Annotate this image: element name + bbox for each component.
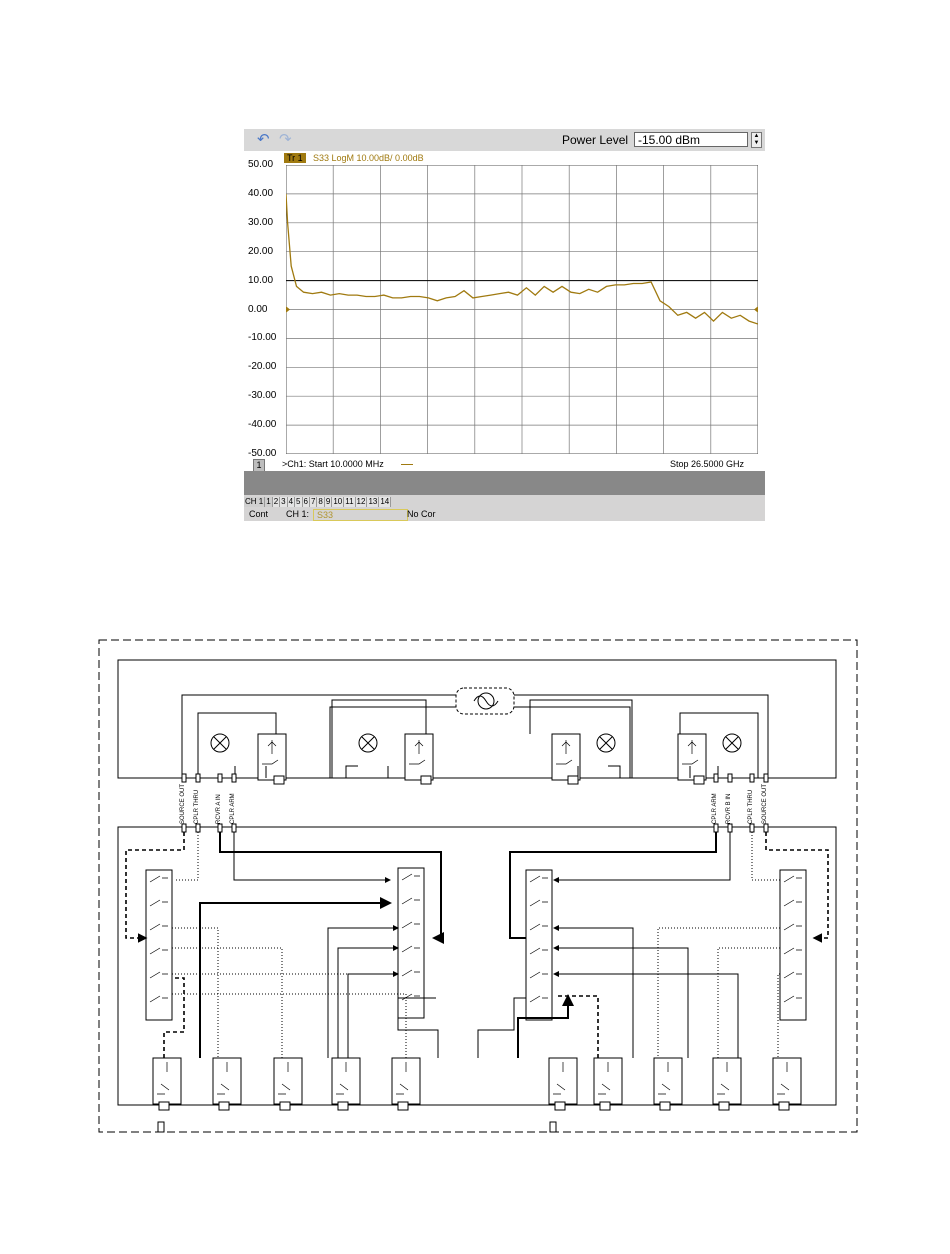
y-tick-label: -50.00 [248,448,277,459]
switch-block [398,868,424,1018]
channel-number[interactable]: 1 [253,459,265,472]
port-connector [728,774,732,782]
step-attenuator-block [153,1058,181,1110]
switch-block [146,870,172,1020]
channel-tab[interactable]: 1 [266,497,271,506]
trace-badge[interactable]: Tr 1 [284,153,306,163]
coupler-block [552,734,580,784]
spin-down-icon[interactable]: ▼ [753,140,760,146]
sweep-mode: Cont [249,509,269,519]
mixer-icon [723,734,741,752]
step-attenuator-block [773,1058,801,1110]
y-tick-label: -20.00 [248,361,277,373]
port-label-left: RCVR A IN [216,794,222,824]
trace-chart [286,165,758,454]
step-attenuator-block [332,1058,360,1110]
channel-tab[interactable]: 8 [318,497,323,506]
status-channel: CH 1: [286,509,310,519]
port-connector [764,824,768,832]
y-tick-label: 10.00 [248,274,274,286]
trace-legend-line [401,464,413,465]
upper-panel [118,660,836,778]
port-connector [218,774,222,782]
channel-tab[interactable]: 12 [356,497,366,506]
coupler-block [405,734,433,784]
y-tick-label: 40.00 [248,187,274,199]
load-connector [158,1122,164,1132]
channel-tab[interactable]: 4 [288,497,294,506]
y-tick-label: 20.00 [248,245,274,257]
port-connector [232,774,236,782]
port-label-right: SOURCE OUT [762,783,768,824]
y-tick-label: -10.00 [248,332,277,344]
port-connector [714,774,718,782]
channel-tab[interactable]: 3 [281,497,286,506]
channel-tab[interactable]: 2 [273,497,279,506]
step-attenuator-block [392,1058,420,1110]
power-level-label: Power Level [562,133,629,147]
y-tick-label: -40.00 [248,419,277,431]
step-attenuator-block [713,1058,741,1110]
channel-tab[interactable]: 13 [368,497,378,506]
y-tick-label: -30.00 [248,390,277,402]
switch-block [780,870,806,1020]
power-level-input[interactable]: -15.00 dBm [634,132,748,147]
port-label-left: CPLR THRU [194,789,200,824]
correction-status: No Cor [407,509,436,519]
redo-arrow-icon[interactable]: ↷ [279,131,292,148]
mixer-icon [211,734,229,752]
port-connector [218,824,222,832]
port-label-left: SOURCE OUT [180,783,186,824]
source-box [456,688,514,714]
status-bar [244,508,765,521]
step-attenuator-block [654,1058,682,1110]
load-connector [550,1122,556,1132]
port-connector [750,824,754,832]
channel-tab[interactable]: 10 [333,497,343,506]
port-connector [232,824,236,832]
y-tick-label: 30.00 [248,216,274,228]
step-attenuator-block [594,1058,622,1110]
mixer-icon [597,734,615,752]
port-connector [728,824,732,832]
status-measurement: S33 [313,509,408,521]
start-frequency: >Ch1: Start 10.0000 MHz [282,459,384,469]
port-connector [714,824,718,832]
block-diagram [98,638,858,1134]
channel-tab[interactable]: 6 [303,497,308,506]
port-label-right: CPLR ARM [712,793,718,824]
step-attenuator-block [549,1058,577,1110]
port-connector [182,774,186,782]
port-connector [182,824,186,832]
port-label-left: CPLR ARM [230,793,236,824]
stop-frequency: Stop 26.5000 GHz [670,459,745,469]
port-connector [750,774,754,782]
channel-tabs [244,497,391,507]
port-connector [196,774,200,782]
channel-tab[interactable]: CH 1 [245,497,264,506]
network-analyzer-screenshot [244,129,765,521]
spin-up-icon[interactable]: ▲ [753,133,760,139]
channel-tab[interactable]: 7 [310,497,316,506]
step-attenuator-block [274,1058,302,1110]
port-connector [764,774,768,782]
toolbar [244,129,765,151]
y-tick-label: 0.00 [248,303,268,315]
channel-tab[interactable]: 14 [380,497,390,506]
port-connector [196,824,200,832]
step-attenuator-block [213,1058,241,1110]
power-level-spinner[interactable] [751,132,762,148]
switch-block [526,870,552,1020]
y-tick-label: 50.00 [248,159,274,170]
port-label-right: RCVR B IN [726,793,732,824]
coupler-block [678,734,706,784]
channel-tab[interactable]: 9 [325,497,331,506]
softkey-band [244,471,765,495]
plot-area [244,151,765,471]
port-label-right: CPLR THRU [748,789,754,824]
channel-tab[interactable]: 11 [345,497,354,506]
mixer-icon [359,734,377,752]
channel-tab[interactable]: 5 [296,497,301,506]
coupler-block [258,734,286,784]
undo-arrow-icon[interactable]: ↶ [257,131,270,148]
trace-label: S33 LogM 10.00dB/ 0.00dB [313,153,424,163]
